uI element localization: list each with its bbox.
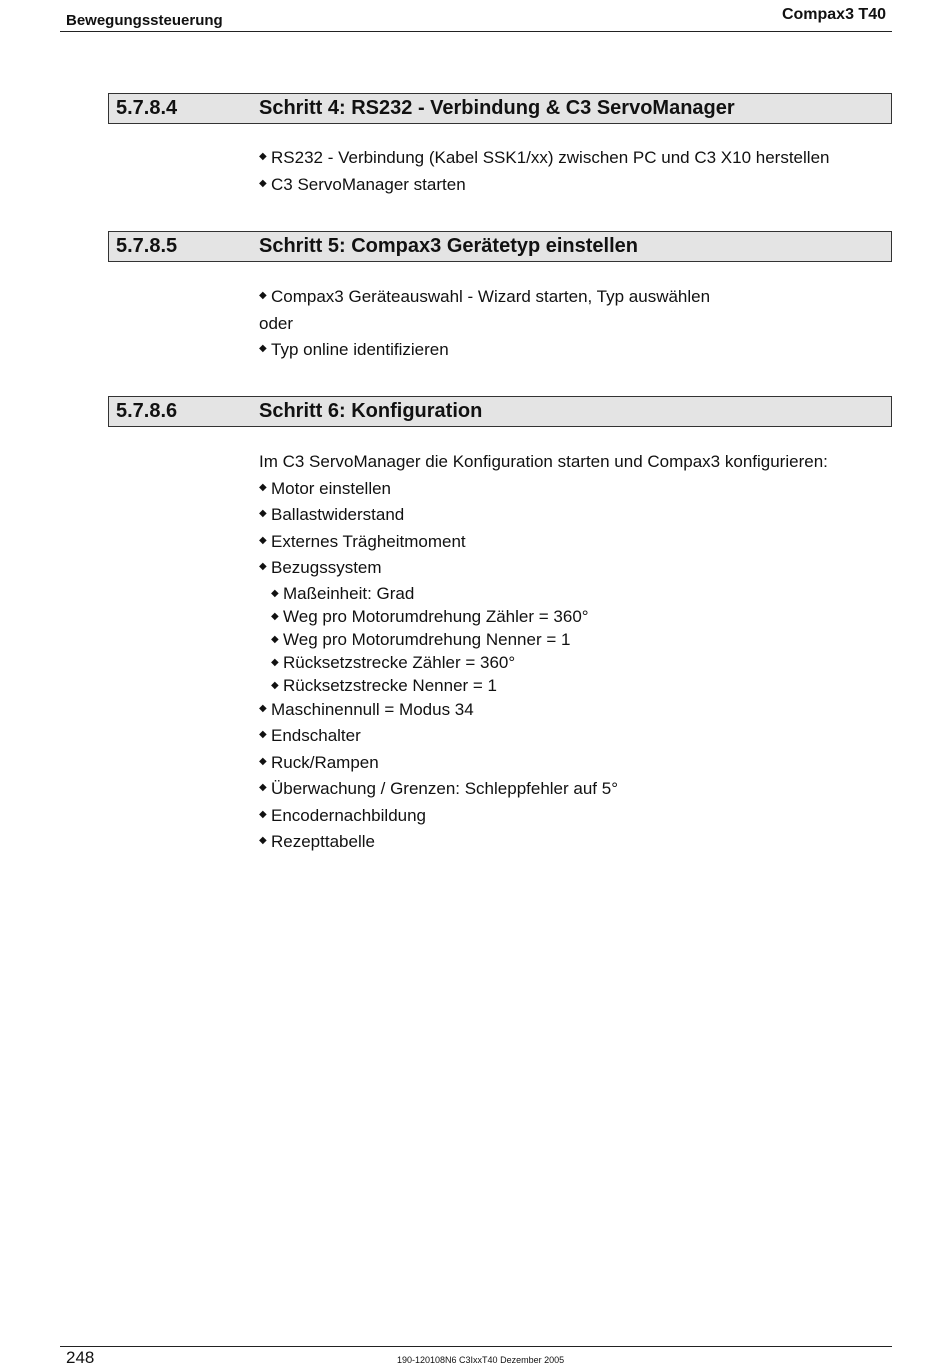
list-item: ◆ C3 ServoManager starten (259, 172, 829, 199)
section-body-5-7-8-6 (259, 449, 828, 856)
intro-text: Im C3 ServoManager die Konfiguration starten und Compax3 konfigurieren: (259, 452, 828, 471)
diamond-bullet-icon: ◆ (271, 610, 279, 622)
list-item: ◆ Externes Trägheitmoment (259, 529, 828, 556)
section-body-5-7-8-4 (259, 145, 829, 198)
diamond-bullet-icon: ◆ (259, 835, 267, 847)
section-number: 5.7.8.6 (116, 400, 178, 422)
section-heading-5-7-8-4 (108, 93, 892, 124)
sub-list-item: ◆ Maßeinheit: Grad (259, 582, 828, 605)
header-chapter: Bewegungssteuerung (66, 12, 223, 29)
footer-divider (60, 1346, 892, 1347)
sub-list-item: ◆ Weg pro Motorumdrehung Zähler = 360° (259, 605, 828, 628)
sub-list-item: ◆ Rücksetzstrecke Zähler = 360° (259, 651, 828, 674)
document-id: 190-120108N6 C3IxxT40 Dezember 2005 (397, 1355, 565, 1365)
header-product: Compax3 T40 (781, 6, 886, 23)
list-item: ◆ Rezepttabelle (259, 829, 828, 856)
diamond-bullet-icon: ◆ (259, 808, 267, 820)
diamond-bullet-icon: ◆ (271, 656, 279, 668)
diamond-bullet-icon: ◆ (271, 679, 279, 691)
sub-list-item: ◆ Weg pro Motorumdrehung Nenner = 1 (259, 628, 828, 651)
section-title: Schritt 6: Konfiguration (259, 400, 483, 422)
list-item: ◆ Überwachung / Grenzen: Schleppfehler auf 5° (259, 776, 828, 803)
section-number: 5.7.8.4 (116, 97, 178, 119)
diamond-bullet-icon: ◆ (259, 561, 267, 573)
list-item: ◆ Ruck/Rampen (259, 750, 828, 777)
diamond-bullet-icon: ◆ (259, 508, 267, 520)
diamond-bullet-icon: ◆ (259, 177, 267, 189)
connector-text: oder (259, 313, 294, 333)
list-item: ◆ Compax3 Geräteauswahl - Wizard starten, Typ auswählen (259, 284, 710, 311)
section-heading-5-7-8-5 (108, 231, 892, 262)
page-number: 248 (66, 1348, 95, 1367)
section-number: 5.7.8.5 (116, 235, 178, 257)
sub-list-item: ◆ Rücksetzstrecke Nenner = 1 (259, 674, 828, 697)
diamond-bullet-icon: ◆ (259, 755, 267, 767)
diamond-bullet-icon: ◆ (259, 729, 267, 741)
list-item: ◆ Bezugssystem (259, 555, 828, 582)
section-heading-5-7-8-6 (108, 396, 892, 427)
list-item: ◆ Encodernachbildung (259, 803, 828, 830)
diamond-bullet-icon: ◆ (259, 702, 267, 714)
diamond-bullet-icon: ◆ (259, 151, 267, 163)
list-item: ◆ Typ online identifizieren (259, 337, 710, 364)
diamond-bullet-icon: ◆ (259, 534, 267, 546)
header-divider (60, 31, 892, 32)
list-item: ◆ Endschalter (259, 723, 828, 750)
diamond-bullet-icon: ◆ (271, 633, 279, 645)
section-body-5-7-8-5 (259, 284, 710, 364)
list-item: ◆ Maschinennull = Modus 34 (259, 697, 828, 724)
section-title: Schritt 4: RS232 - Verbindung & C3 ServoManager (259, 97, 735, 119)
list-item: ◆ RS232 - Verbindung (Kabel SSK1/xx) zwischen PC und C3 X10 herstellen (259, 145, 829, 172)
section-title: Schritt 5: Compax3 Gerätetyp einstellen (259, 235, 639, 257)
diamond-bullet-icon: ◆ (259, 290, 267, 302)
diamond-bullet-icon: ◆ (259, 782, 267, 794)
list-item: ◆ Motor einstellen (259, 476, 828, 503)
diamond-bullet-icon: ◆ (271, 587, 279, 599)
diamond-bullet-icon: ◆ (259, 481, 267, 493)
diamond-bullet-icon: ◆ (259, 343, 267, 355)
list-item: ◆ Ballastwiderstand (259, 502, 828, 529)
